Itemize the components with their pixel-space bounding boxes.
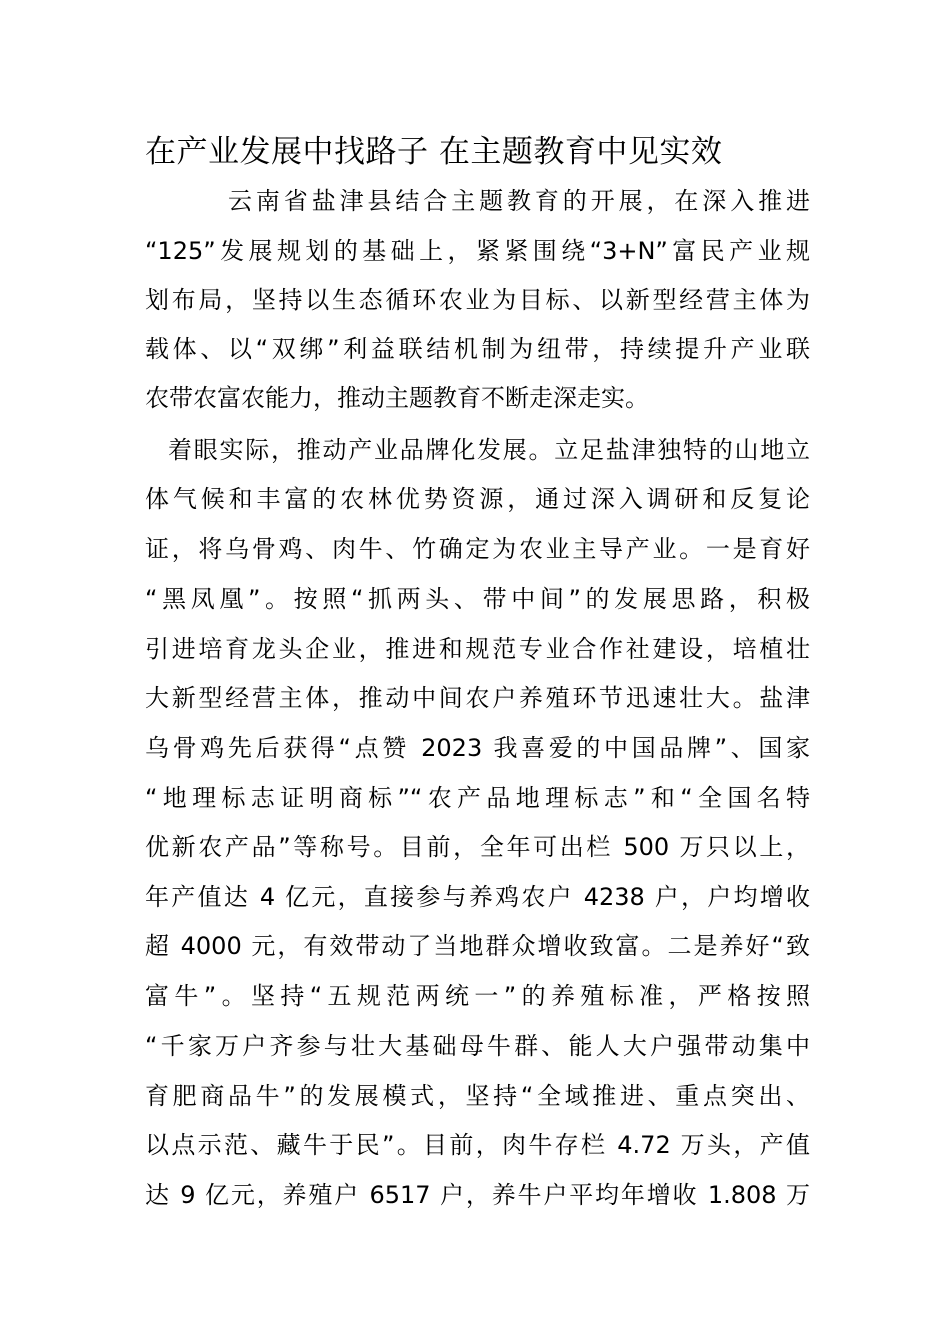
document-title: 在产业发展中找路子 在主题教育中见实效 [145, 134, 723, 170]
paragraph-line: “黑凤凰”。按照“抓两头、带中间”的发展思路，积极 [145, 585, 810, 613]
paragraph-line: 划布局，坚持以生态循环农业为目标、以新型经营主体为 [145, 286, 810, 314]
paragraph-line: 富牛”。坚持“五规范两统一”的养殖标准，严格按照 [145, 982, 810, 1010]
paragraph-line: 载体、以“双绑”利益联结机制为纽带，持续提升产业联 [145, 335, 810, 363]
paragraph-line: 大新型经营主体，推动中间农户养殖环节迅速壮大。盐津 [145, 684, 810, 712]
paragraph-line: 以点示范、藏牛于民”。目前，肉牛存栏 4.72 万头，产值 [145, 1131, 810, 1159]
paragraph-line: 云南省盐津县结合主题教育的开展，在深入推进 [228, 187, 810, 215]
paragraph-line: “千家万户齐参与壮大基础母牛群、能人大户强带动集中 [145, 1032, 810, 1060]
paragraph-line: 超 4000 元，有效带动了当地群众增收致富。二是养好“致 [145, 932, 810, 960]
paragraph-line: “地理标志证明商标”“农产品地理标志”和“全国名特 [145, 784, 810, 812]
paragraph-line: 年产值达 4 亿元，直接参与养鸡农户 4238 户，户均增收 [145, 883, 810, 911]
paragraph-line: 优新农产品”等称号。目前，全年可出栏 500 万只以上， [145, 833, 810, 861]
paragraph-line: 引进培育龙头企业，推进和规范专业合作社建设，培植壮 [145, 635, 810, 663]
paragraph-line: 着眼实际，推动产业品牌化发展。立足盐津独特的山地立 [168, 436, 810, 464]
paragraph-line: 农带农富农能力，推动主题教育不断走深走实。 [145, 384, 649, 412]
paragraph-line: 乌骨鸡先后获得“点赞 2023 我喜爱的中国品牌”、国家 [145, 734, 810, 762]
paragraph-line: 育肥商品牛”的发展模式，坚持“全域推进、重点突出、 [145, 1082, 810, 1110]
paragraph-line: 体气候和丰富的农林优势资源，通过深入调研和反复论 [145, 485, 810, 513]
paragraph-line: “125”发展规划的基础上，紧紧围绕“3+N”富民产业规 [145, 237, 810, 265]
paragraph-line: 达 9 亿元，养殖户 6517 户，养牛户平均年增收 1.808 万 [145, 1181, 810, 1209]
paragraph-line: 证，将乌骨鸡、肉牛、竹确定为农业主导产业。一是育好 [145, 535, 810, 563]
